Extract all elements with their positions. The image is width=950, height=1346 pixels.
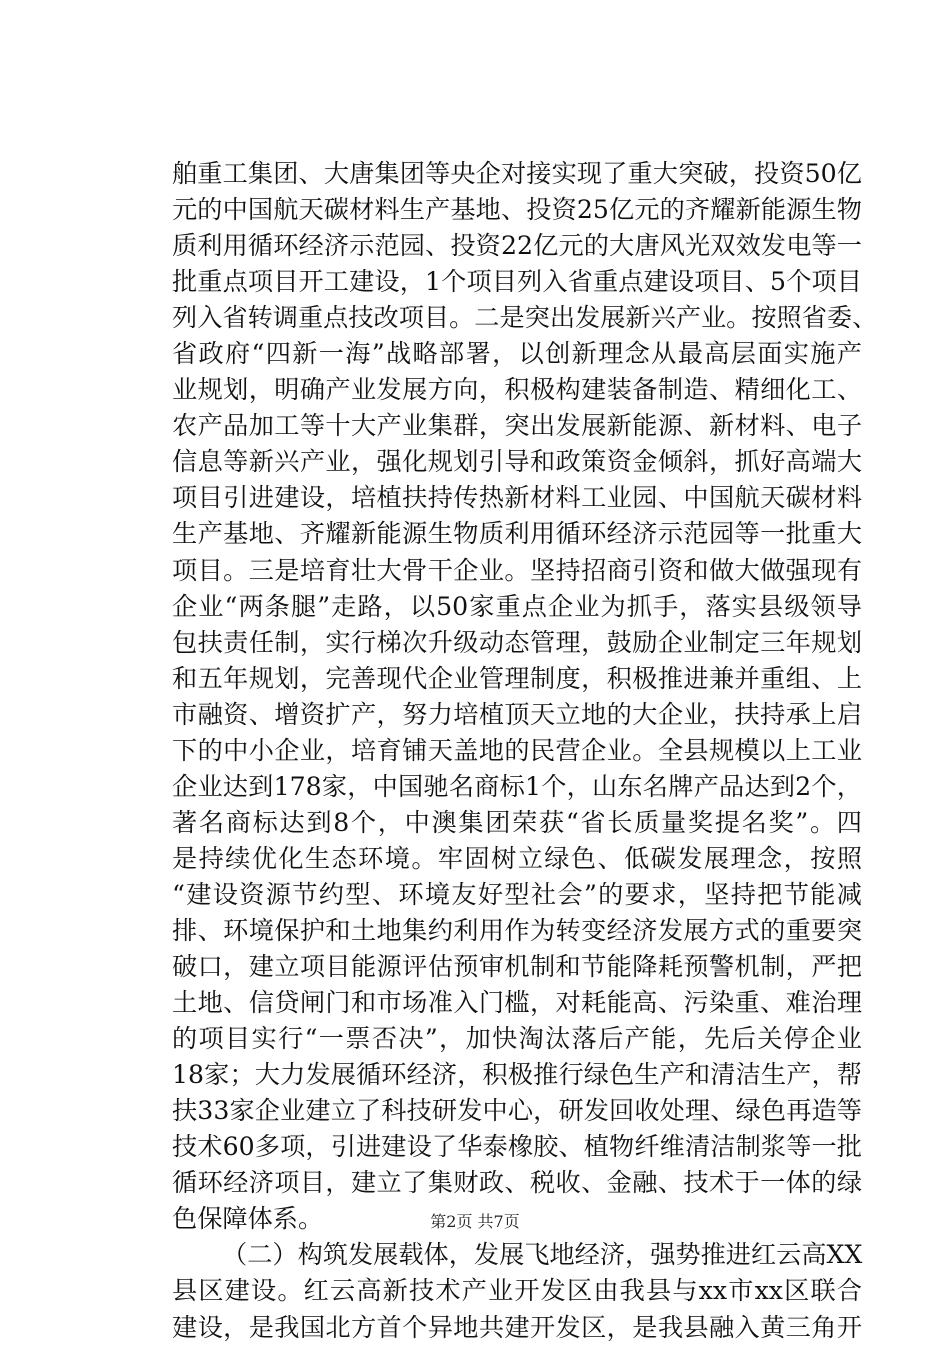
text-line: 包扶责任制，实行梯次升级动态管理，鼓励企业制定三年规划 bbox=[172, 627, 862, 657]
text-line: 信息等新兴产业，强化规划引导和政策资金倾斜，抓好高端大 bbox=[172, 447, 862, 477]
text-line: 是持续优化生态环境。牢固树立绿色、低碳发展理念，按照 bbox=[172, 843, 862, 873]
text-line: 舶重工集团、大唐集团等央企对接实现了重大突破，投资50亿 bbox=[172, 159, 862, 188]
text-line: 企业达到178家，中国驰名商标1个，山东名牌产品达到2个， bbox=[172, 771, 862, 801]
text-line: 生产基地、齐耀新能源生物质利用循环经济示范园等一批重大 bbox=[172, 519, 862, 549]
text-line: 下的中小企业，培育铺天盖地的民营企业。全县规模以上工业 bbox=[172, 735, 862, 765]
text-line: 排、环境保护和土地集约利用作为转变经济发展方式的重要突 bbox=[172, 915, 862, 945]
text-line: 著名商标达到8个，中澳集团荣获“省长质量奖提名奖”。四 bbox=[172, 807, 862, 837]
text-line: 质利用循环经济示范园、投资22亿元的大唐风光双效发电等一 bbox=[172, 231, 862, 261]
text-line: 建设，是我国北方首个异地共建开发区，是我县融入黄三角开 bbox=[172, 1312, 862, 1342]
text-line: 的项目实行“一票否决”，加快淘汰落后产能，先后关停企业 bbox=[172, 1024, 862, 1054]
text-line: 批重点项目开工建设，1个项目列入省重点建设项目、5个项目 bbox=[172, 267, 862, 297]
text-line: 和五年规划，完善现代企业管理制度，积极推进兼并重组、上 bbox=[172, 663, 862, 693]
text-line: 企业“两条腿”走路，以50家重点企业为抓手，落实县级领导 bbox=[172, 591, 862, 621]
text-line: “建设资源节约型、环境友好型社会”的要求，坚持把节能减 bbox=[172, 879, 862, 909]
text-line: 破口，建立项目能源评估预审机制和节能降耗预警机制，严把 bbox=[172, 952, 862, 982]
text-line: 扶33家企业建立了科技研发中心，研发回收处理、绿色再造等 bbox=[172, 1096, 862, 1126]
text-line: 省政府“四新一海”战略部署，以创新理念从最高层面实施产 bbox=[172, 339, 862, 369]
text-line: 元的中国航天碳材料生产基地、投资25亿元的齐耀新能源生物 bbox=[172, 195, 862, 225]
paragraph-end-line: 色保障体系。 bbox=[172, 1204, 324, 1234]
text-line: 列入省转调重点技改项目。二是突出发展新兴产业。按照省委、 bbox=[172, 303, 878, 333]
text-line: 业规划，明确产业发展方向，积极构建装备制造、精细化工、 bbox=[172, 375, 862, 405]
text-line: 技术60多项，引进建设了华泰橡胶、植物纤维清洁制浆等一批 bbox=[172, 1132, 862, 1162]
text-line: 项目引进建设，培植扶持传热新材料工业园、中国航天碳材料 bbox=[172, 483, 862, 513]
text-line: 循环经济项目，建立了集财政、税收、金融、技术于一体的绿 bbox=[172, 1168, 862, 1198]
text-line: 18家；大力发展循环经济，积极推行绿色生产和清洁生产，帮 bbox=[172, 1060, 862, 1090]
text-line: 土地、信贷闸门和市场准入门槛，对耗能高、污染重、难治理 bbox=[172, 988, 862, 1018]
text-line: 市融资、增资扩产，努力培植顶天立地的大企业，扶持承上启 bbox=[172, 699, 862, 729]
page-footer: 第2页 共7页 bbox=[430, 1212, 520, 1231]
text-line: 县区建设。红云高新技术产业开发区由我县与xx市xx区联合 bbox=[172, 1276, 862, 1306]
text-line: 项目。三是培育壮大骨干企业。坚持招商引资和做大做强现有 bbox=[172, 555, 862, 585]
section-heading-line: （二）构筑发展载体，发展飞地经济，强势推进红云高XX bbox=[222, 1240, 863, 1270]
body-text bbox=[172, 156, 878, 1346]
text-line: 农产品加工等十大产业集群，突出发展新能源、新材料、电子 bbox=[172, 411, 862, 441]
